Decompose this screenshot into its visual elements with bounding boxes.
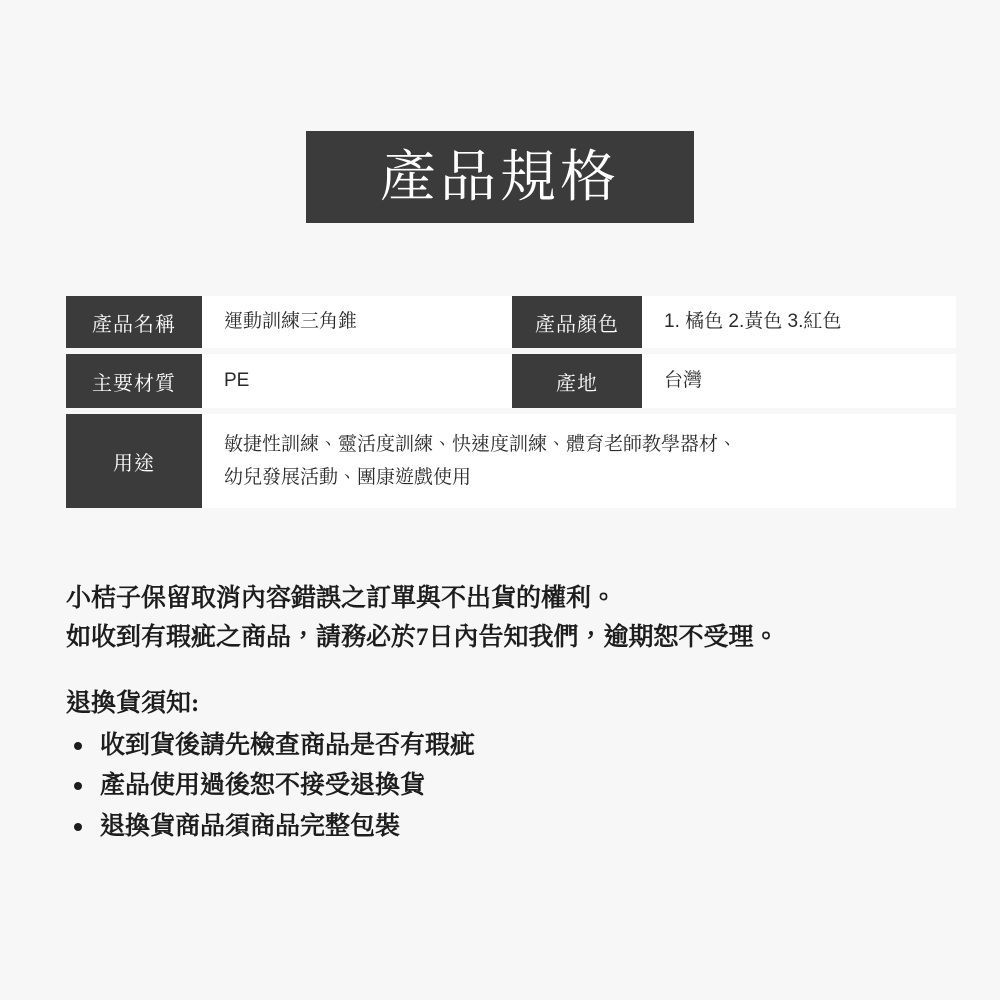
- notice-line-2: 如收到有瑕疵之商品，請務必於7日內告知我們，逾期恕不受理。: [66, 623, 779, 651]
- spec-label-product-name: 產品名稱: [66, 296, 202, 348]
- spec-label-usage: 用途: [66, 414, 202, 508]
- spec-value-usage-line-2: 幼兒發展活動、團康遊戲使用: [224, 467, 472, 489]
- bullet-icon: [74, 742, 82, 750]
- spec-value-material: PE: [202, 354, 512, 408]
- list-item: [66, 726, 966, 767]
- list-item-label: 退換貨商品須商品完整包裝: [100, 812, 401, 840]
- return-policy-heading: 退換貨須知:: [66, 689, 200, 717]
- list-item-label: 產品使用過後恕不接受退換貨: [100, 772, 426, 799]
- list-item: [66, 766, 966, 807]
- page-title: 產品規格: [380, 145, 620, 208]
- table-row: [66, 414, 956, 508]
- list-item: [66, 807, 966, 848]
- list-item-label: 收到貨後請先檢查商品是否有瑕疵: [100, 731, 476, 759]
- spec-value-usage-line-1: 敏捷性訓練、靈活度訓練、快速度訓練、體育老師教學器材、: [224, 434, 738, 455]
- spec-label-material: 主要材質: [66, 354, 202, 408]
- spec-value-product-color: 1. 橘色 2.黃色 3.紅色: [642, 296, 956, 348]
- spec-label-product-color: 產品顏色: [512, 296, 642, 348]
- bullet-icon: [74, 823, 82, 831]
- notice-block: [66, 580, 966, 847]
- return-policy-list: [66, 726, 966, 848]
- spec-value-usage: [202, 414, 956, 508]
- page-title-banner: [306, 131, 694, 223]
- product-spec-table: [66, 296, 956, 514]
- bullet-icon: [74, 782, 82, 790]
- notice-line-1: 小桔子保留取消內容錯誤之訂單與不出貨的權利。: [66, 585, 617, 612]
- spec-value-origin: 台灣: [642, 354, 956, 408]
- table-row: [66, 354, 956, 408]
- spec-value-product-name: 運動訓練三角錐: [202, 296, 512, 348]
- spec-label-origin: 產地: [512, 354, 642, 408]
- notice-spacer: [66, 658, 966, 684]
- table-row: [66, 296, 956, 348]
